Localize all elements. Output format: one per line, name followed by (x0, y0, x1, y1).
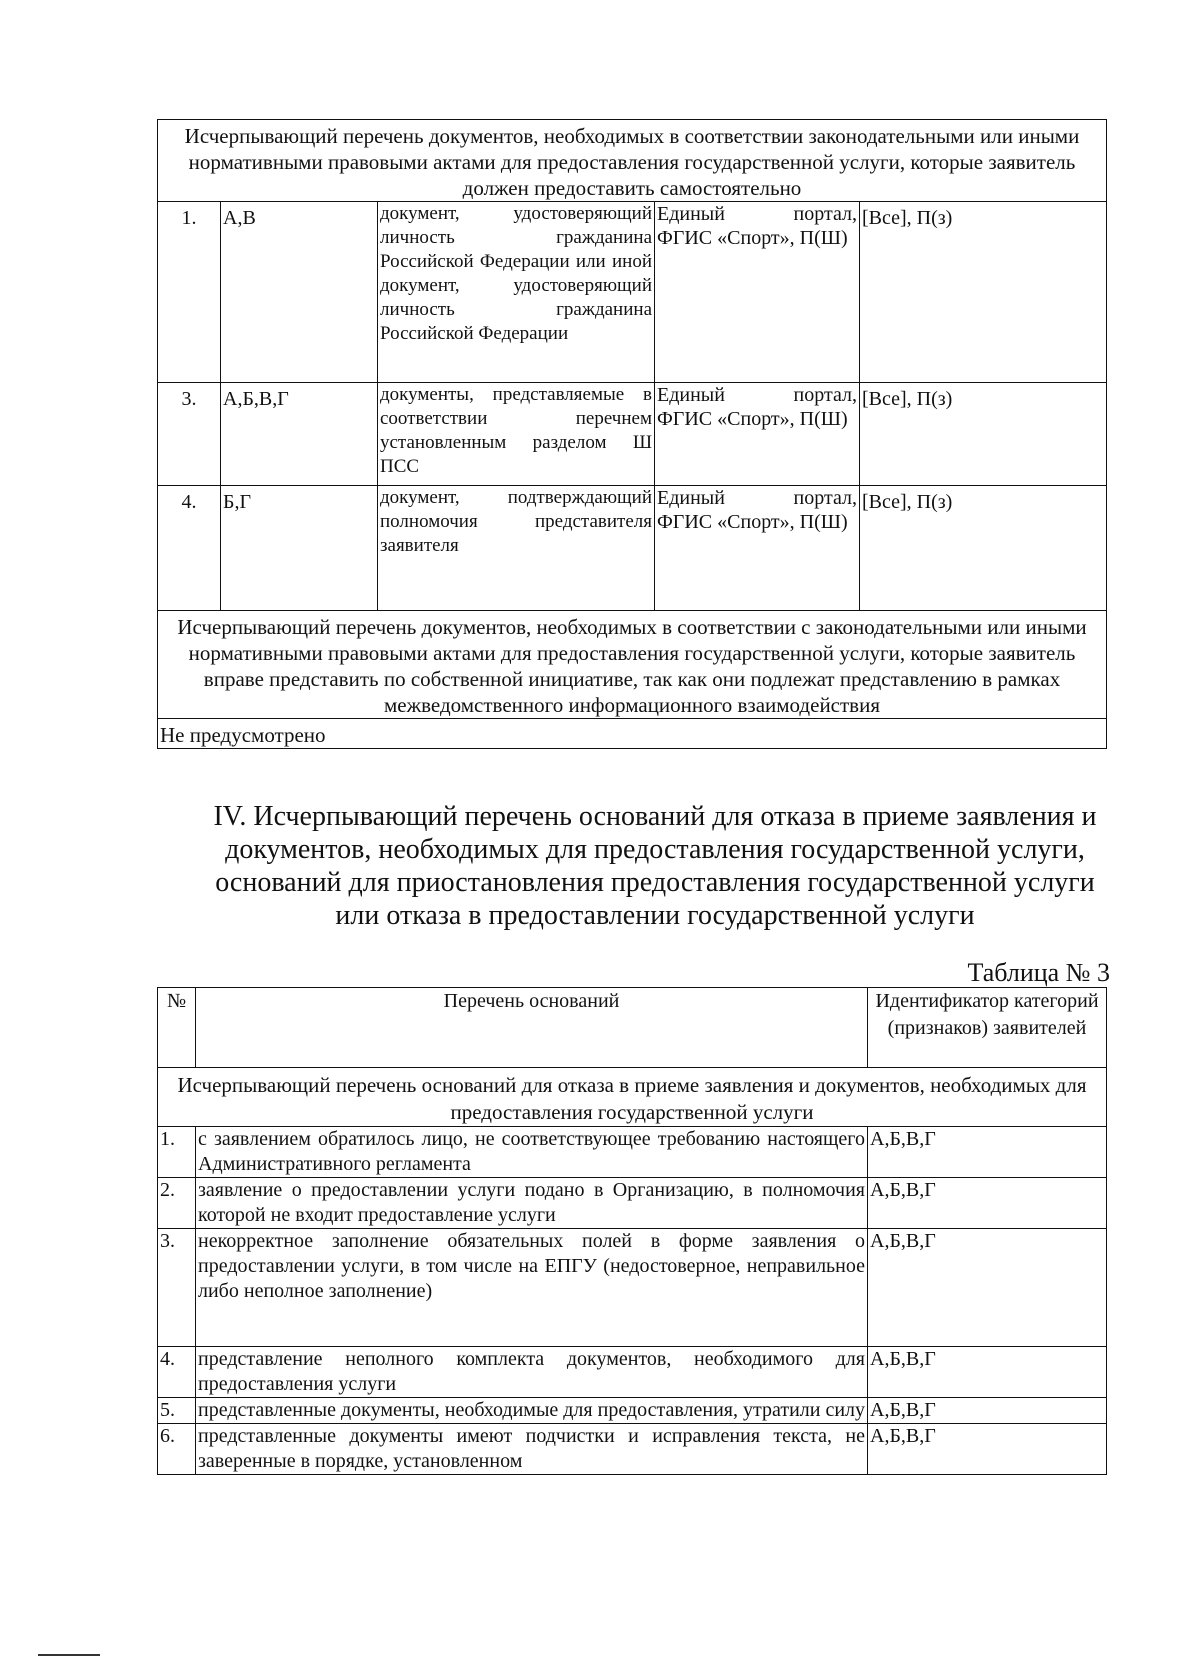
section-title-required-documents: Исчерпывающий перечень документов, необходимых в соответствии законодательными или иными нормативными правовыми актами для предоставления государственной услуги, которые заявитель должен предоставить самостоятельно (158, 120, 1107, 202)
row-number: 2. (158, 1178, 196, 1229)
row-reason: представленные документы, необходимые для предоставления, утратили силу (196, 1398, 868, 1424)
section-heading: IV. Исчерпывающий перечень оснований для отказа в приеме заявления и документов, необходимых для предоставления государственной услуги, оснований для приостановления предоставления государственной услуги или отказа в предоставлении государственной услуги (213, 801, 1097, 931)
row-number: 1. (158, 202, 221, 383)
row-number: 4. (158, 1347, 196, 1398)
header-number: № (158, 988, 196, 1068)
row-reason: представление неполного комплекта документов, необходимого для предоставления услуги (196, 1347, 868, 1398)
table-row (158, 383, 1107, 486)
row-identifier: А,Б,В,Г (868, 1424, 1107, 1475)
row-number: 4. (158, 486, 221, 611)
source-line-2: ФГИС «Спорт», П(Ш) (657, 511, 848, 533)
row-document: документы, представляемые в соответствии перечнем установленным разделом Ш ПСС (378, 383, 655, 486)
footer-rule (38, 1654, 100, 1656)
row-source (655, 383, 860, 486)
section-title-refusal: Исчерпывающий перечень оснований для отказа в приеме заявления и документов, необходимых для предоставления государственной услуги (158, 1068, 1107, 1127)
not-provided-text: Не предусмотрено (158, 719, 1107, 749)
header-reasons: Перечень оснований (196, 988, 868, 1068)
source-line-2: ФГИС «Спорт», П(Ш) (657, 408, 848, 430)
refusal-reasons-table (157, 987, 1107, 1475)
row-number: 3. (158, 1229, 196, 1347)
source-word-1: Единый (657, 203, 725, 225)
source-word-2: портал, (793, 487, 857, 509)
row-number: 1. (158, 1127, 196, 1178)
source-word-2: портал, (793, 203, 857, 225)
row-source (655, 202, 860, 383)
table-row (158, 202, 1107, 383)
table-row (158, 1347, 1107, 1398)
row-identifier: А,Б,В,Г (868, 1178, 1107, 1229)
row-categories: Б,Г (221, 486, 378, 611)
row-format: [Все], П(з) (860, 383, 1107, 486)
row-reason: представленные документы имеют подчистки и исправления текста, не заверенные в порядке, установленном (196, 1424, 868, 1475)
table-row (158, 1127, 1107, 1178)
row-reason: некорректное заполнение обязательных полей в форме заявления о предоставлении услуги, в том числе на ЕПГУ (недостоверное, неправильное либо неполное заполнение) (196, 1229, 868, 1347)
section-title-optional-documents: Исчерпывающий перечень документов, необходимых в соответствии с законодательными или иными нормативными правовыми актами для предоставления государственной услуги, которые заявитель вправе представить по собственной инициативе, так как они подлежат представлению в рамках межведомственного информационного взаимодействия (158, 611, 1107, 719)
row-number: 6. (158, 1424, 196, 1475)
table-row (158, 1398, 1107, 1424)
row-document: документ, удостоверяющий личность гражданина Российской Федерации или иной документ, удостоверяющий личность гражданина Российской Федерации (378, 202, 655, 383)
source-word-1: Единый (657, 487, 725, 509)
row-reason: с заявлением обратилось лицо, не соответствующее требованию настоящего Административного регламента (196, 1127, 868, 1178)
header-identifier: Идентификатор категорий (признаков) заявителей (868, 988, 1107, 1068)
row-number: 3. (158, 383, 221, 486)
row-document: документ, подтверждающий полномочия представителя заявителя (378, 486, 655, 611)
row-format: [Все], П(з) (860, 486, 1107, 611)
documents-table (157, 119, 1107, 749)
row-reason: заявление о предоставлении услуги подано в Организацию, в полномочия которой не входит предоставление услуги (196, 1178, 868, 1229)
table-row (158, 1424, 1107, 1475)
source-word-1: Единый (657, 384, 725, 406)
table-header-row (158, 988, 1107, 1068)
row-categories: А,В (221, 202, 378, 383)
row-number: 5. (158, 1398, 196, 1424)
table-row (158, 486, 1107, 611)
table-row (158, 1229, 1107, 1347)
source-word-2: портал, (793, 384, 857, 406)
row-identifier: А,Б,В,Г (868, 1398, 1107, 1424)
source-line-2: ФГИС «Спорт», П(Ш) (657, 227, 848, 249)
row-source (655, 486, 860, 611)
row-categories: А,Б,В,Г (221, 383, 378, 486)
table-number-label: Таблица № 3 (967, 958, 1110, 987)
row-identifier: А,Б,В,Г (868, 1127, 1107, 1178)
row-identifier: А,Б,В,Г (868, 1229, 1107, 1347)
row-identifier: А,Б,В,Г (868, 1347, 1107, 1398)
row-format: [Все], П(з) (860, 202, 1107, 383)
table-row (158, 1178, 1107, 1229)
